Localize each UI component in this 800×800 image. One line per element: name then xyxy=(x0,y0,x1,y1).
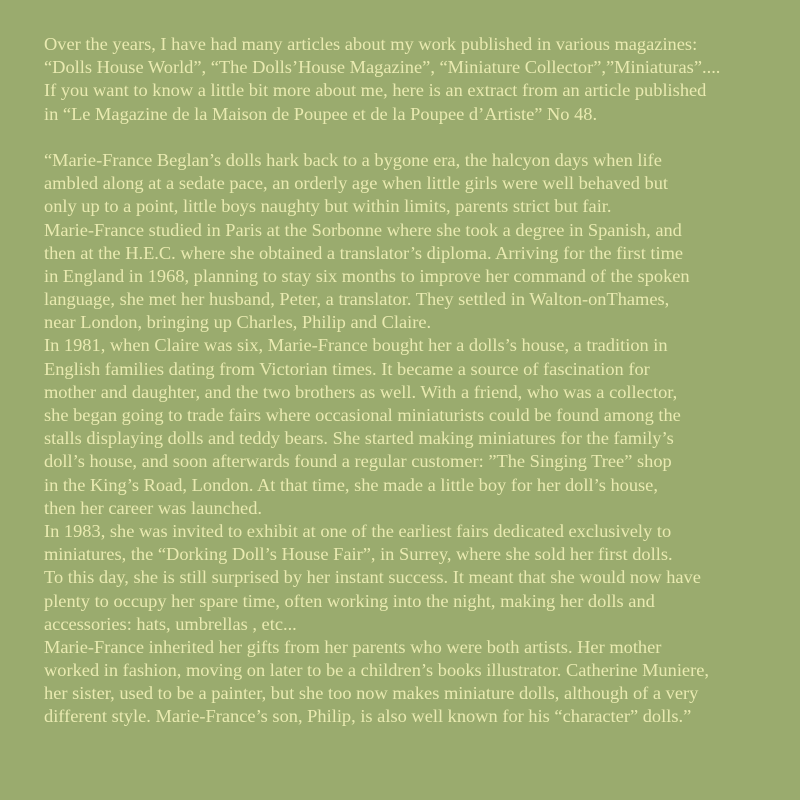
intro-line: in “Le Magazine de la Maison de Poupee et de la Poupee d’Artiste” No 48. xyxy=(44,103,598,124)
article-line: mother and daughter, and the two brothers as well. With a friend, who was a collector, xyxy=(44,381,678,402)
article-line: Marie-France inherited her gifts from her parents who were both artists. Her mother xyxy=(44,636,662,657)
article-extract xyxy=(44,149,794,729)
article-line: only up to a point, little boys naughty but within limits, parents strict but fair. xyxy=(44,196,612,217)
article-line: doll’s house, and soon afterwards found a regular customer: ”The Singing Tree” shop xyxy=(44,451,672,472)
article-line: she began going to trade fairs where occasional miniaturists could be found among the xyxy=(44,405,681,425)
article-line: plenty to occupy her spare time, often working into the night, making her dolls and xyxy=(44,590,655,611)
article-text xyxy=(44,33,794,729)
article-line: stalls displaying dolls and teddy bears. She started making miniatures for the family’s xyxy=(44,428,674,449)
article-line: different style. Marie-France’s son, Philip, is also well known for his “character” dolls.” xyxy=(44,706,692,727)
article-line: near London, bringing up Charles, Philip and Claire. xyxy=(44,312,432,333)
article-line: In 1983, she was invited to exhibit at one of the earliest fairs dedicated exclusively to xyxy=(44,520,672,541)
article-line: miniatures, the “Dorking Doll’s House Fair”, in Surrey, where she sold her first dolls. xyxy=(44,544,673,565)
intro-line: “Dolls House World”, “The Dolls’House Magazine”, “Miniature Collector”,”Miniaturas”.... xyxy=(44,57,721,78)
article-line: worked in fashion, moving on later to be a children’s books illustrator. Catherine Muniere, xyxy=(44,660,709,681)
article-line: accessories: hats, umbrellas , etc... xyxy=(44,613,297,634)
article-line: then her career was launched. xyxy=(44,497,263,518)
intro-line: Over the years, I have had many articles about my work published in various magazines: xyxy=(44,34,698,54)
article-line: ambled along at a sedate pace, an orderly age when little girls were well behaved but xyxy=(44,173,669,194)
article-line: Marie-France studied in Paris at the Sorbonne where she took a degree in Spanish, and xyxy=(44,219,682,240)
article-line: then at the H.E.C. where she obtained a translator’s diploma. Arriving for the first time xyxy=(44,242,684,263)
intro-paragraph xyxy=(44,33,794,126)
article-line: English families dating from Victorian times. It became a source of fascination for xyxy=(44,358,650,379)
article-line: language, she met her husband, Peter, a translator. They settled in Walton-onThames, xyxy=(44,289,670,310)
article-line: in the King’s Road, London. At that time, she made a little boy for her doll’s house, xyxy=(44,474,658,495)
article-line: To this day, she is still surprised by her instant success. It meant that she would now have xyxy=(44,567,701,588)
article-line: in England in 1968, planning to stay six months to improve her command of the spoken xyxy=(44,265,690,286)
article-line: In 1981, when Claire was six, Marie-France bought her a dolls’s house, a tradition in xyxy=(44,335,668,356)
article-line: “Marie-France Beglan’s dolls hark back to a bygone era, the halcyon days when life xyxy=(44,149,662,170)
article-line: her sister, used to be a painter, but she too now makes miniature dolls, although of a very xyxy=(44,683,699,704)
paragraph-gap xyxy=(44,126,794,149)
intro-line: If you want to know a little bit more about me, here is an extract from an article published xyxy=(44,80,707,101)
